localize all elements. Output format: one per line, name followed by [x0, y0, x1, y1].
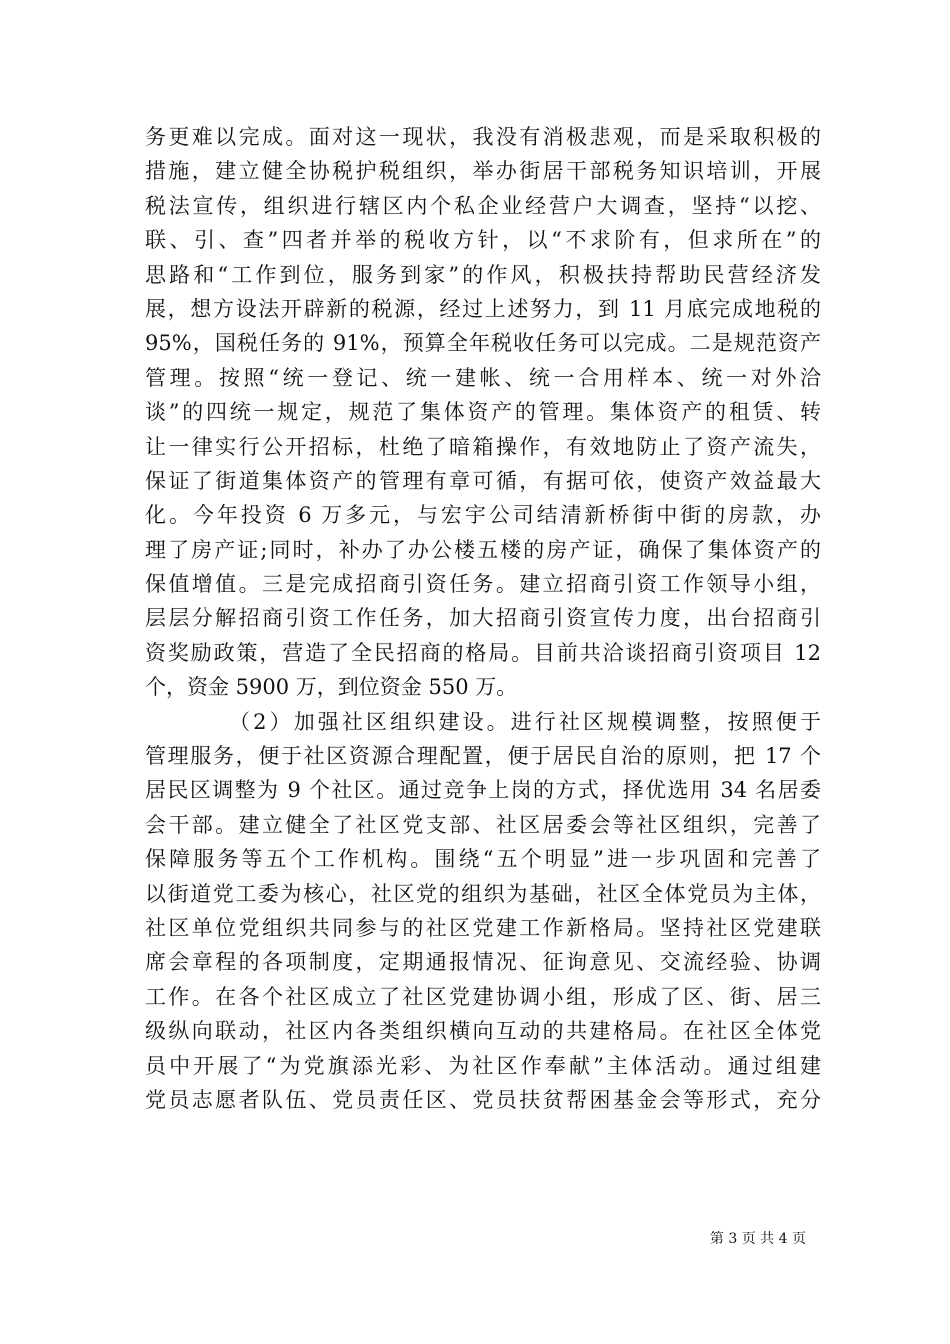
text-line: 级纵向联动，社区内各类组织横向互动的共建格局。在社区全体党 — [145, 1019, 821, 1044]
text-line: 席会章程的各项制度，定期通报情况、征询意见、交流经验、协调 — [145, 950, 821, 975]
text-line: 保障服务等五个工作机构。围绕“五个明显”进一步巩固和完善了 — [145, 847, 821, 872]
text-line: 保值增值。三是完成招商引资任务。建立招商引资工作领导小组， — [145, 572, 821, 597]
text-line: 让一律实行公开招标，杜绝了暗箱操作，有效地防止了资产流失， — [145, 434, 821, 459]
paragraph-first-line: （2）加强社区组织建设。进行社区规模调整，按照便于 — [229, 709, 821, 734]
body-text — [145, 120, 821, 1117]
text-line: 管理服务，便于社区资源合理配置，便于居民自治的原则，把 17 个 — [145, 744, 821, 769]
text-line: 个，资金 5900 万，到位资金 550 万。 — [145, 675, 518, 700]
text-line: 措施，建立健全协税护税组织，举办街居干部税务知识培训，开展 — [145, 159, 821, 184]
text-line: 会干部。建立健全了社区党支部、社区居委会等社区组织，完善了 — [145, 812, 821, 837]
text-line: 理了房产证;同时，补办了办公楼五楼的房产证，确保了集体资产的 — [145, 537, 821, 562]
text-line: 居民区调整为 9 个社区。通过竞争上岗的方式，择优选用 34 名居委 — [145, 778, 821, 803]
page-number: 第 3 页 共 4 页 — [709, 1231, 806, 1247]
text-line: 思路和“工作到位，服务到家”的作风，积极扶持帮助民营经济发 — [145, 262, 821, 287]
text-line: 95%，国税任务的 91%，预算全年税收任务可以完成。二是规范资产 — [145, 331, 821, 356]
text-line: 工作。在各个社区成立了社区党建协调小组，形成了区、街、居三 — [145, 984, 821, 1009]
text-line: 税法宣传，组织进行辖区内个私企业经营户大调查，坚持“以挖、 — [145, 193, 821, 218]
text-line: 层层分解招商引资工作任务，加大招商引资宣传力度，出台招商引 — [145, 606, 821, 631]
text-line: 管理。按照“统一登记、统一建帐、统一合用样本、统一对外洽 — [145, 365, 821, 390]
text-line: 资奖励政策，营造了全民招商的格局。目前共洽谈招商引资项目 12 — [145, 640, 821, 665]
text-line: 保证了街道集体资产的管理有章可循，有据可依，使资产效益最大 — [145, 468, 821, 493]
text-line: 社区单位党组织共同参与的社区党建工作新格局。坚持社区党建联 — [145, 915, 821, 940]
text-line: 化。今年投资 6 万多元，与宏宇公司结清新桥街中街的房款，办 — [145, 503, 821, 528]
text-line: 联、引、查”四者并举的税收方针，以“不求阶有，但求所在”的 — [145, 228, 821, 253]
text-line: 员中开展了“为党旗添光彩、为社区作奉献”主体活动。通过组建 — [145, 1053, 821, 1078]
text-line: 以街道党工委为核心，社区党的组织为基础，社区全体党员为主体， — [145, 881, 821, 906]
text-line: 谈”的四统一规定，规范了集体资产的管理。集体资产的租赁、转 — [145, 400, 821, 425]
text-line: 展，想方设法开辟新的税源，经过上述努力，到 11 月底完成地税的 — [145, 296, 821, 321]
text-line: 务更难以完成。面对这一现状，我没有消极悲观，而是采取积极的 — [145, 125, 821, 149]
text-line: 党员志愿者队伍、党员责任区、党员扶贫帮困基金会等形式，充分 — [145, 1087, 821, 1112]
